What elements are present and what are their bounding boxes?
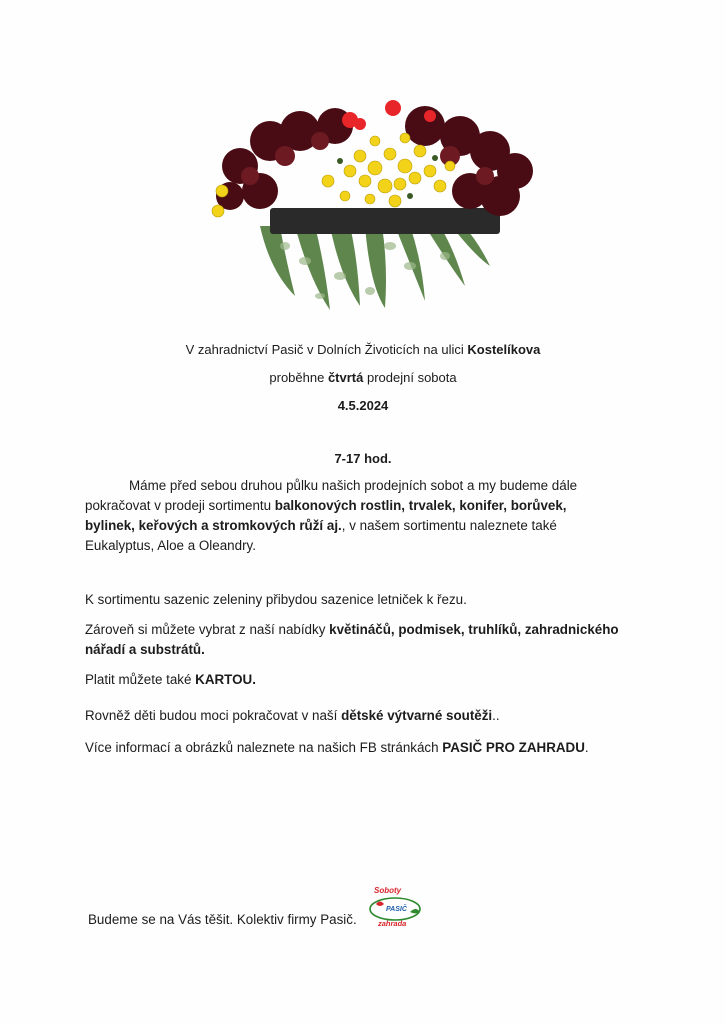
closing-line: Budeme se na Vás těšit. Kolektiv firmy Pasič. xyxy=(88,912,357,927)
facebook-paragraph: Více informací a obrázků naleznete na našich FB stránkách PASIČ PRO ZAHRADU. xyxy=(85,740,589,755)
svg-text:PASIČ: PASIČ xyxy=(386,906,407,913)
street-name: Kostelíkova xyxy=(467,342,541,357)
card-payment-paragraph: Platit můžete také KARTOU. xyxy=(85,672,256,687)
opening-hours: 7-17 hod. xyxy=(334,451,392,466)
seedlings-paragraph: K sortimentu sazenic zeleniny přibydou sazenice letniček k řezu. xyxy=(85,592,467,607)
svg-text:zahrada: zahrada xyxy=(378,919,407,928)
sale-date: 4.5.2024 xyxy=(337,398,389,413)
svg-text:Soboty: Soboty xyxy=(374,886,402,895)
pasic-logo xyxy=(366,884,424,928)
intro-paragraph: Máme před sebou druhou půlku našich prodejních sobot a my budeme dále pokračovat v prodeji sortimentu balkonových rostlin, trvalek, konifer, borůvek, bylinek, keřových a stromkových růží aj., v našem sortimentu naleznete také Eukalyptus, Aloe a Oleandry. xyxy=(85,478,578,553)
contest-paragraph: Rovněž děti budou moci pokračovat v naší dětské výtvarné soutěži.. xyxy=(85,708,500,723)
planter-box xyxy=(270,208,500,234)
trailing-foliage xyxy=(260,224,490,310)
flower-box-image xyxy=(200,96,545,314)
announcement-line-2: proběhne čtvrtá prodejní sobota xyxy=(269,370,457,385)
announcement-line-1: V zahradnictví Pasič v Dolních Životicích na ulici Kostelíkova xyxy=(185,342,541,357)
offer-paragraph: Zároveň si můžete vybrat z naší nabídky květináčů, podmisek, truhlíků, zahradnického nářadí a substrátů. xyxy=(85,622,619,657)
